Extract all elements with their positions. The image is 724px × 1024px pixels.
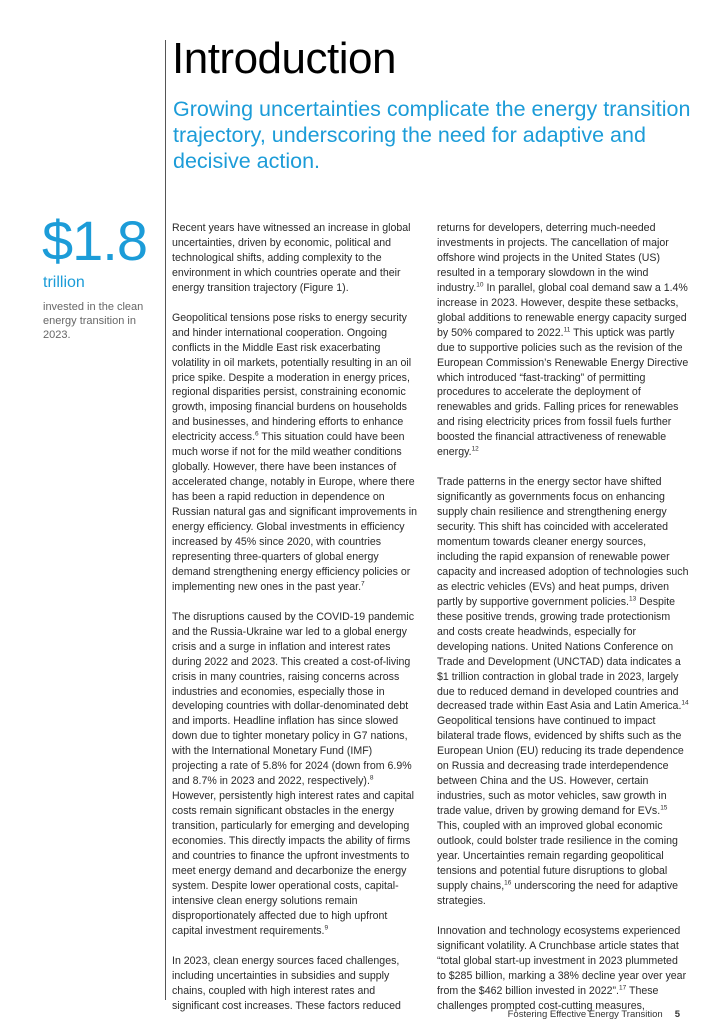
vertical-divider <box>165 40 166 1000</box>
footnote-ref: 12 <box>471 445 479 453</box>
page-number: 5 <box>674 1009 680 1020</box>
page-subtitle: Growing uncertainties complicate the energy transition trajectory, underscoring the need for adaptive and decisive action. <box>173 97 691 173</box>
footnote-ref: 15 <box>660 804 668 812</box>
footnote-ref: 9 <box>324 924 329 932</box>
footnote-ref: 8 <box>369 774 374 782</box>
stat-unit: trillion <box>43 274 85 291</box>
paragraph: The disruptions caused by the COVID-19 pandemic and the Russia-Ukraine war led to a global energy crisis and a surge in inflation and interest rates during 2022 and 2023. This created a cost-of-living crisis in many countries, raising concerns across industries and economies, especially those in developing countries with dollar-denominated debt and imports. Headline inflation has since slowed down due to tighter monetary policy in G7 nations, with the International Monetary Fund (IMF) projecting a rate of 5.8% for 2024 (down from 6.9% and 8.7% in 2023 and 2022, respectively).$^8$ However, persistently high interest rates and capital costs remain significant obstacles in the energy transition, particularly for emerging and developing economies. This directly impacts the ability of firms and countries to finance the upfront investments to meet energy demand and decarbonize the energy system. Despite lower operational costs, capital-intensive clean energy solutions remain disproportionately affected due to high upfront capital investment requirements.$^9$ <box>172 610 415 937</box>
footnote-ref: 13 <box>628 595 637 603</box>
paragraph: Innovation and technology ecosystems experienced significant volatility. A Crunchbase article states that “total global start-up investment in 2023 plummeted to $285 billion, marking a 38% decline year over year from the $462 billion invested in 2022”.$^{17}$ These challenges prompted cost-cutting measures, <box>437 924 687 1012</box>
body-column-right <box>437 221 689 1013</box>
paragraph: Recent years have witnessed an increase in global uncertainties, driven by economic, political and technological shifts, adding complexity to the environment in which countries operate and their energy transition trajectory (Figure 1). <box>172 222 411 294</box>
paragraph: returns for developers, deterring much-needed investments in projects. The cancellation of major offshore wind projects in the United States (US) resulted in a temporary slowdown in the wind industry.$^{10}$ In parallel, global coal demand saw a 1.4% increase in 2023. However, despite these setbacks, global additions to renewable energy capacity surged by 50% compared to 2022.11 This uptick was partly due to supportive policies such as the revision of the European Commission’s Renewable Energy Directive which introduced “fast-tracking” of permitting procedures to accelerate the deployment of renewables and grids. Falling prices for renewables and rising electricity prices from fossil fuels further boosted the financial attractiveness of renewable energy.$^{12}$ <box>437 222 689 459</box>
footnote-ref: 10 <box>476 281 484 289</box>
footnote-ref: 16 <box>504 879 512 887</box>
footnote-ref: 6 <box>255 430 259 438</box>
paragraph: In 2023, clean energy sources faced challenges, including uncertainties in subsidies and supply chains, coupled with high interest rates and significant cost increases. These factors reduced <box>172 954 401 1012</box>
page-title: Introduction <box>172 34 396 83</box>
body-column-left <box>172 221 418 1013</box>
paragraph: Geopolitical tensions pose risks to energy security and hinder international cooperation. Ongoing conflicts in the Middle East risk exacerbating volatility in oil markets, potentially resulting in an oil price spike. Despite a moderation in energy prices, regional disparities persist, constraining economic growth, imposing financial burdens on households and businesses, and hindering efforts to enhance electricity access.$^6$ This situation could have been much worse if not for the mild weather conditions globally. However, there have been instances of accelerated change, notably in Europe, where there has been a rapid reduction in dependence on Russian natural gas and significant improvements in energy efficiency. Global investments in efficiency increased by 45% since 2020, with countries representing three-quarters of global energy demand strengthening energy efficiency policies or implementing new ones in the past year.$^7$ <box>172 311 417 593</box>
paragraph: Trade patterns in the energy sector have shifted significantly as governments focus on enhancing supply chain resilience and strengthening energy security. This shift has coincided with accelerated momentum towards cleaner energy sources, including the rapid expansion of renewable power capacity and increased adoption of technologies such as electric vehicles (EVs) and heat pumps, driven partly by supportive government policies.$^{13}$ Despite these positive trends, growing trade protectionism and costs create headwinds, especially for developing nations. United Nations Conference on Trade and Development (UNCTAD) data indicates a $1 trillion contraction in global trade in 2023, largely due to reduced demand in developed countries and decreased trade within East Asia and Latin America.$^{14}$ Geopolitical tensions have continued to impact bilateral trade flows, evidenced by shifts such as the European Union (EU) reducing its trade dependence on Russia and decreasing trade interdependence between China and the US. However, certain industries, such as motor vehicles, saw growth in trade value, driven by growing demand for EVs.$^{15}$ This, coupled with an improved global economic outlook, could bolster trade resilience in the coming year. Uncertainties remain regarding geopolitical tensions and potential future disruptions to global supply chains,$^{16}$ underscoring the need for adaptive strategies. <box>437 476 689 907</box>
footnote-ref: 17 <box>618 984 627 992</box>
footnote-ref: 7 <box>361 580 365 588</box>
footnote-ref: 14 <box>681 699 689 707</box>
stat-caption: invested in the clean energy transition in 2023. <box>43 301 144 341</box>
stat-value: $1.8 <box>42 209 147 272</box>
footer-title: Fostering Effective Energy Transition <box>507 1009 663 1020</box>
footnote-ref: 11 <box>563 326 571 334</box>
page-footer <box>508 1009 680 1020</box>
